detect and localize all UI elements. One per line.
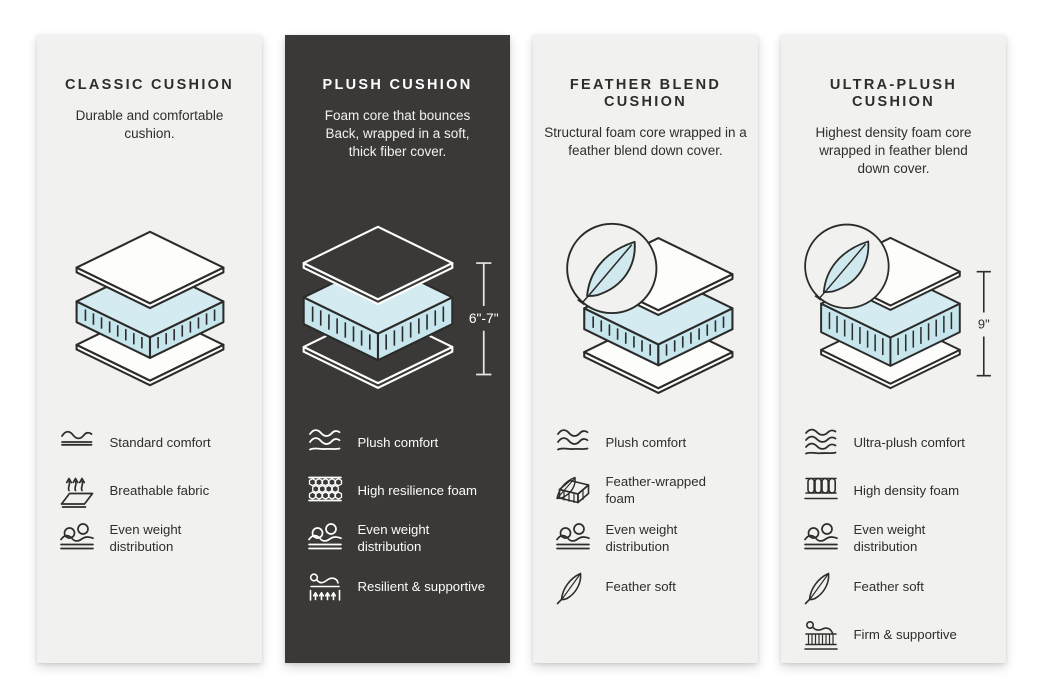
card-header [37, 77, 262, 197]
feature-label: Plush comfort [357, 434, 439, 450]
triple-wave-icon [801, 425, 841, 461]
card-title: PLUSH CUSHION [322, 77, 473, 93]
feature-item [57, 521, 243, 557]
feature-list [305, 425, 491, 605]
feature-label: Even weight distribution [853, 522, 926, 554]
wave-icon [57, 425, 97, 461]
feature-item [801, 569, 987, 605]
feature-label: Even weight distribution [109, 522, 182, 554]
feature-item [57, 473, 243, 509]
card-title: FEATHER BLEND CUSHION [569, 77, 722, 111]
feature-item [801, 521, 987, 557]
dimension-label: 9" [977, 316, 990, 332]
card-description: Foam core that bounces Back, wrapped in a soft, thick fiber cover. [324, 108, 471, 159]
cushion-illustration [533, 197, 758, 419]
feather-badge-icon [805, 224, 889, 308]
feature-list [553, 425, 739, 605]
card-header [781, 77, 1006, 197]
feather-wrapped-foam-icon [553, 473, 593, 509]
feature-label: Even weight distribution [357, 522, 430, 554]
feature-list [801, 425, 987, 653]
feature-item [305, 569, 491, 605]
layered-cushion-icon [297, 224, 499, 392]
cushion-illustration [37, 197, 262, 419]
feather-icon [801, 569, 841, 605]
card-title: ULTRA-PLUSH CUSHION [829, 77, 958, 111]
feature-label: Ultra-plush comfort [853, 434, 965, 450]
even-weight-icon [801, 521, 841, 557]
firm-supportive-icon [801, 617, 841, 653]
feature-label: Standard comfort [109, 434, 211, 450]
dimension-label: 6"-7" [468, 310, 499, 327]
feature-item [553, 521, 739, 557]
layered-cushion-icon [70, 229, 230, 387]
double-wave-icon [305, 425, 345, 461]
card-description: Highest density foam core wrapped in feather blend down cover. [815, 125, 972, 176]
feature-label: Resilient & supportive [357, 578, 486, 594]
feature-item [305, 473, 491, 509]
feature-label: High resilience foam [357, 482, 477, 498]
feature-item [553, 473, 739, 509]
feature-label: Feather soft [853, 578, 924, 594]
even-weight-icon [57, 521, 97, 557]
cushion-illustration [285, 197, 510, 419]
feature-item [305, 425, 491, 461]
high-density-foam-icon [801, 473, 841, 509]
card-description: Durable and comfortable cushion. [75, 108, 224, 141]
feature-label: Feather-wrapped foam [605, 474, 706, 506]
feature-label: Feather soft [605, 578, 676, 594]
feature-item [305, 521, 491, 557]
feature-item [801, 425, 987, 461]
feather-badge-icon [567, 223, 656, 312]
height-dimension [468, 263, 498, 374]
feature-item [553, 425, 739, 461]
feature-item [801, 473, 987, 509]
card-feather-blend-cushion [533, 35, 758, 663]
height-dimension [976, 272, 990, 376]
layered-cushion-icon [551, 220, 741, 397]
feature-list [57, 425, 243, 557]
feature-item [801, 617, 987, 653]
double-wave-icon [553, 425, 593, 461]
honeycomb-foam-icon [305, 473, 345, 509]
card-classic-cushion [37, 35, 262, 663]
cushion-illustration [781, 197, 1006, 419]
card-ultra-plush-cushion [781, 35, 1006, 663]
feature-label: Plush comfort [605, 434, 687, 450]
feature-label: Even weight distribution [605, 522, 678, 554]
feature-label: High density foam [853, 482, 960, 498]
card-plush-cushion [285, 35, 510, 663]
feather-icon [553, 569, 593, 605]
card-header [533, 77, 758, 197]
card-title: CLASSIC CUSHION [64, 77, 235, 93]
feature-item [57, 425, 243, 461]
feature-label: Breathable fabric [109, 482, 210, 498]
breathable-fabric-icon [57, 473, 97, 509]
card-description: Structural foam core wrapped in a feather blend down cover. [544, 125, 747, 159]
even-weight-icon [305, 521, 345, 557]
card-header [285, 77, 510, 197]
even-weight-icon [553, 521, 593, 557]
feature-item [553, 569, 739, 605]
feature-label: Firm & supportive [853, 626, 957, 642]
layered-cushion-icon [790, 221, 998, 395]
resilient-supportive-icon [305, 569, 345, 605]
